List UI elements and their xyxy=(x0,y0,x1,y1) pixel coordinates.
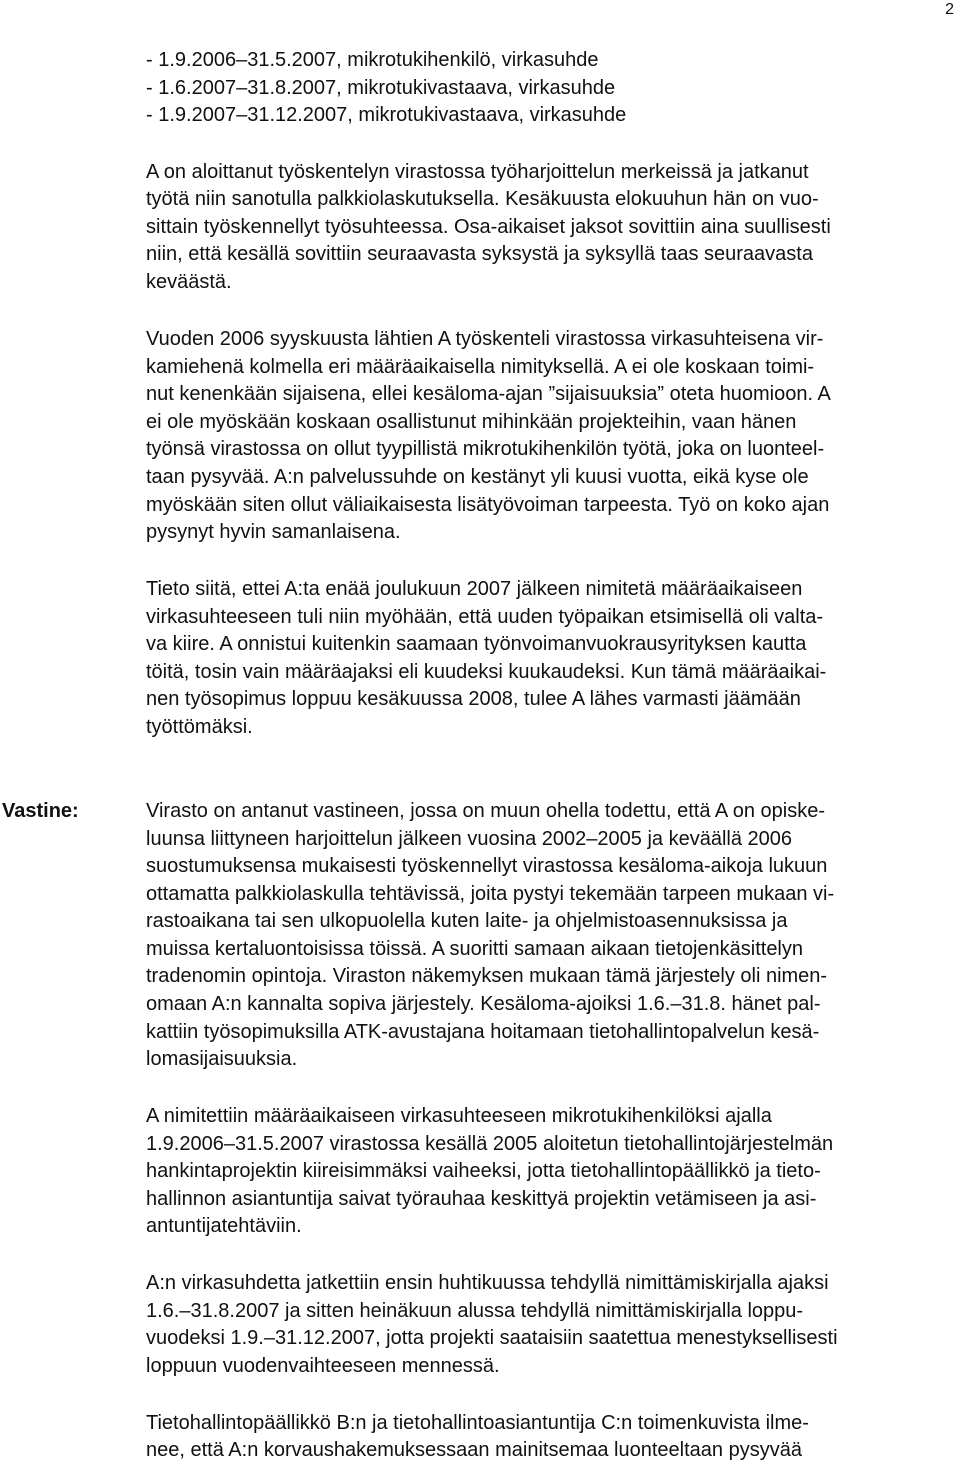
text-line: hankintaprojektin kiireisimmäksi vaiheeksi, jotta tietohallintopäällikkö ja tieto- xyxy=(146,1160,821,1182)
text-line: lomasijaisuuksia. xyxy=(146,1048,298,1070)
text-line: antuntijatehtäviin. xyxy=(146,1215,302,1237)
text-line: työtä niin sanotulla palkkiolaskutuksella. Kesäkuusta elokuuhun hän on vuo- xyxy=(146,188,819,210)
page-number: 2 xyxy=(945,1,954,18)
text-line: nee, että A:n korvaushakemuksessaan mainitsemaa luonteeltaan pysyvää xyxy=(146,1439,802,1461)
text-line: sittain työskennellyt työsuhteessa. Osa-aikaiset jaksot sovittiin aina suullisesti xyxy=(146,216,831,238)
vastine-label: Vastine: xyxy=(2,800,79,822)
text-line: virkasuhteeseen tuli niin myöhään, että uuden työpaikan etsimisellä oli valta- xyxy=(146,606,824,628)
text-line: suostumuksensa mukaisesti työskennellyt virastossa kesäloma-aikoja lukuun xyxy=(146,855,828,877)
text-line: ei ole myöskään koskaan osallistunut mihinkään projekteihin, vaan hänen xyxy=(146,411,797,433)
text-line: A:n virkasuhdetta jatkettiin ensin huhtikuussa tehdyllä nimittämiskirjalla ajaksi xyxy=(146,1272,829,1294)
list-item: - 1.9.2006–31.5.2007, mikrotukihenkilö, virkasuhde xyxy=(146,49,599,71)
text-line: luunsa liittyneen harjoittelun jälkeen vuosina 2002–2005 ja keväällä 2006 xyxy=(146,828,793,850)
text-line: omaan A:n kannalta sopiva järjestely. Kesäloma-ajoiksi 1.6.–31.8. hänet pal- xyxy=(146,993,821,1015)
text-line: va kiire. A onnistui kuitenkin saamaan työnvoimanvuokrausyrityksen kautta xyxy=(146,633,807,655)
text-line: rastoaikana tai sen ulkopuolella kuten laite- ja ohjelmistoasennuksissa ja xyxy=(146,910,788,932)
text-line: Tietohallintopäällikkö B:n ja tietohallintoasiantuntija C:n toimenkuvista ilme- xyxy=(146,1412,809,1434)
text-line: työnsä virastossa on ollut tyypillistä mikrotukihenkilön työtä, joka on luonteel- xyxy=(146,438,825,460)
text-line: loppuun vuodenvaihteeseen mennessä. xyxy=(146,1355,500,1377)
text-line: nen työsopimus loppuu kesäkuussa 2008, tulee A lähes varmasti jäämään xyxy=(146,688,801,710)
text-line: niin, että kesällä sovittiin seuraavasta syksystä ja syksyllä taas seuraavasta xyxy=(146,243,813,265)
text-line: tradenomin opintoja. Viraston näkemyksen mukaan tämä järjestely oli nimen- xyxy=(146,965,828,987)
text-line: työttömäksi. xyxy=(146,716,253,738)
text-line: kattiin työsopimuksilla ATK-avustajana hoitamaan tietohallintopalvelun kesä- xyxy=(146,1021,820,1043)
list-item: - 1.6.2007–31.8.2007, mikrotukivastaava, virkasuhde xyxy=(146,77,616,99)
text-line: myöskään siten ollut väliaikaisesta lisätyövoiman tarpeesta. Työ on koko ajan xyxy=(146,494,830,516)
text-line: Tieto siitä, ettei A:ta enää joulukuun 2007 jälkeen nimitetä määräaikaiseen xyxy=(146,578,803,600)
text-line: nut kenenkään sijaisena, ellei kesäloma-ajan ”sijaisuuksia” oteta huomioon. A xyxy=(146,383,831,405)
text-line: taan pysyvää. A:n palvelussuhde on kestänyt yli kuusi vuotta, eikä kyse ole xyxy=(146,466,809,488)
list-item: - 1.9.2007–31.12.2007, mikrotukivastaava, virkasuhde xyxy=(146,104,627,126)
text-line: 1.9.2006–31.5.2007 virastossa kesällä 2005 aloitetun tietohallintojärjestelmän xyxy=(146,1133,834,1155)
text-line: A nimitettiin määräaikaiseen virkasuhteeseen mikrotukihenkilöksi ajalla xyxy=(146,1105,772,1127)
text-line: Virasto on antanut vastineen, jossa on muun ohella todettu, että A on opiske- xyxy=(146,800,825,822)
text-line: ottamatta palkkiolaskulla tehtävissä, joita pystyi tekemään tarpeen mukaan vi- xyxy=(146,883,835,905)
text-line: A on aloittanut työskentelyn virastossa työharjoittelun merkeissä ja jatkanut xyxy=(146,161,809,183)
text-line: keväästä. xyxy=(146,271,232,293)
text-line: 1.6.–31.8.2007 ja sitten heinäkuun alussa tehdyllä nimittämiskirjalla loppu- xyxy=(146,1300,804,1322)
text-line: Vuoden 2006 syyskuusta lähtien A työskenteli virastossa virkasuhteisena vir- xyxy=(146,328,824,350)
text-line: töitä, tosin vain määräajaksi eli kuudeksi kuukaudeksi. Kun tämä määräaikai- xyxy=(146,661,827,683)
text-line: muissa kertaluontoisissa töissä. A suoritti samaan aikaan tietojenkäsittelyn xyxy=(146,938,804,960)
text-line: pysynyt hyvin samanlaisena. xyxy=(146,521,401,543)
text-line: hallinnon asiantuntija saivat työrauhaa keskittyä projektin vetämiseen ja asi- xyxy=(146,1188,817,1210)
text-line: kamiehenä kolmella eri määräaikaisella nimityksellä. A ei ole koskaan toimi- xyxy=(146,356,815,378)
text-line: vuodeksi 1.9.–31.12.2007, jotta projekti saataisiin saatettua menestyksellisesti xyxy=(146,1327,838,1349)
